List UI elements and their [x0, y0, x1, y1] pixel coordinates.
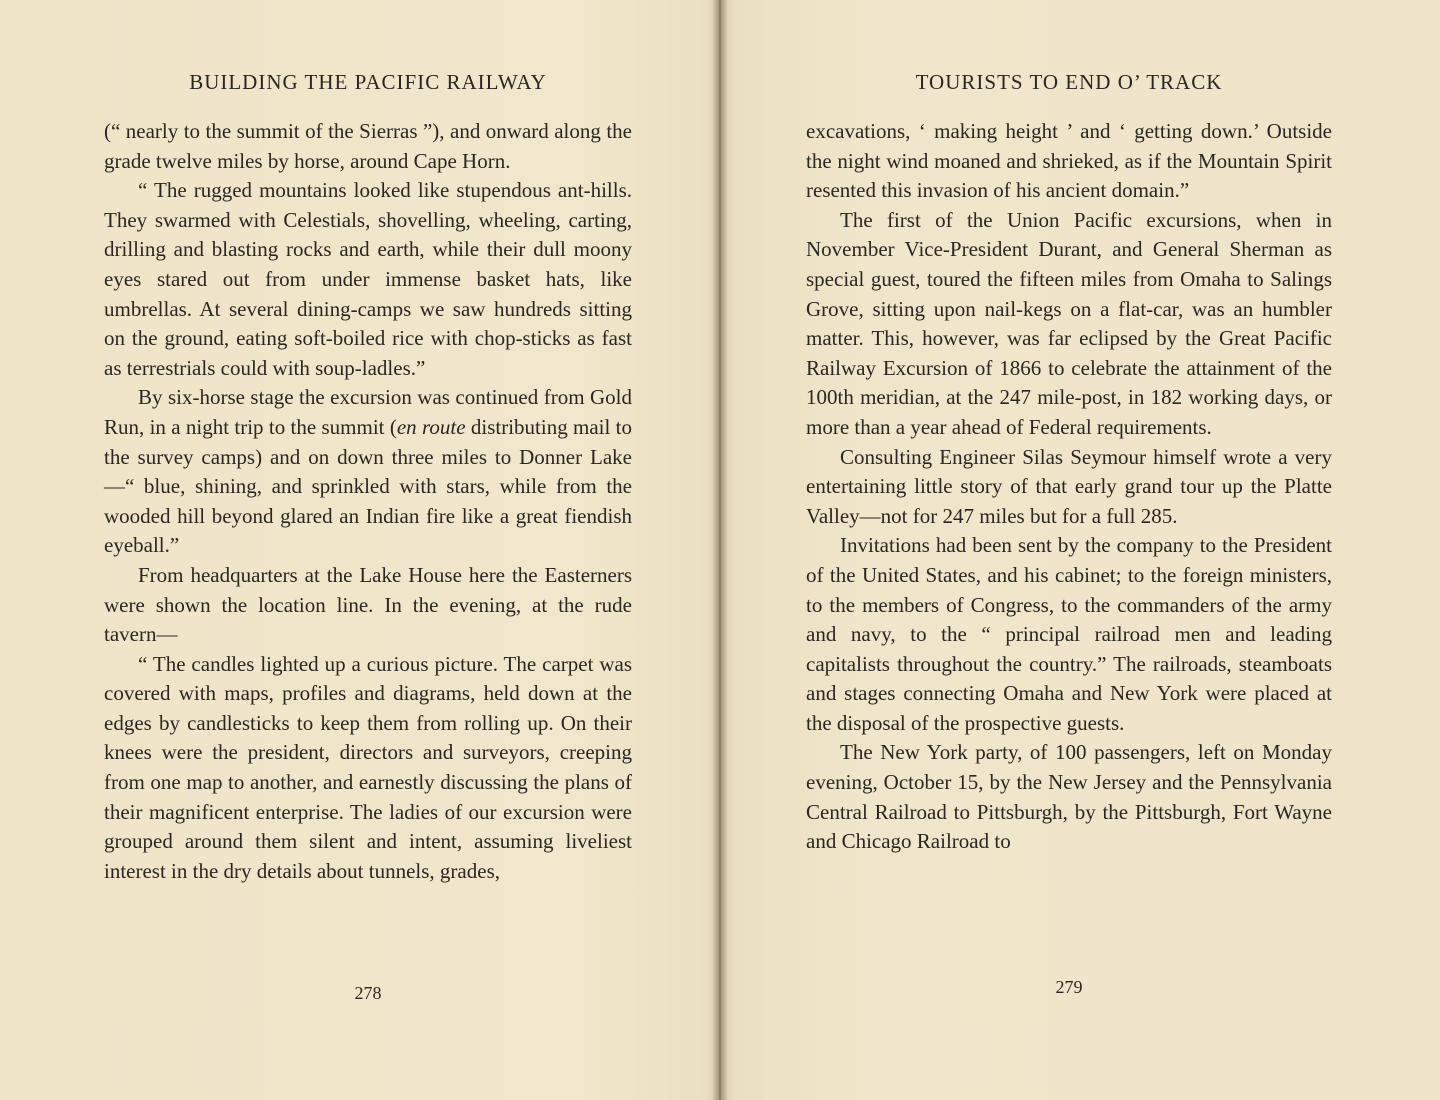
- left-paragraph-1: (“ nearly to the summit of the Sierras ”), and onward along the grade twelve miles by horse, around Cape Horn.: [104, 119, 632, 173]
- right-body-text: [806, 117, 1332, 857]
- left-paragraph-3-part-1: By six-horse stage the excursion was continued from Gold Run, in a night trip to the summit (: [104, 385, 632, 439]
- left-paragraph-3-italic: en route: [396, 414, 466, 439]
- right-paragraph-5: The New York party, of 100 passengers, left on Monday evening, October 15, by the New Jersey and the Pennsylvania Central Railroad to Pittsburgh, by the Pittsburgh, Fort Wayne and Chicago Railroad to: [806, 740, 1332, 854]
- left-paragraph-5: “ The candles lighted up a curious picture. The carpet was covered with maps, profiles and diagrams, held down at the edges by candlesticks to keep them from rolling up. On their knees were the president, directors and surveyors, creeping from one map to another, and earnestly discussing the plans of their magnificent enterprise. The ladies of our excursion were grouped around them silent and intent, assuming liveliest interest in the dry details about tunnels, grades,: [104, 651, 632, 883]
- left-paragraph-4: From headquarters at the Lake House here the Easterners were shown the location line. In the evening, at the rude tavern—: [104, 562, 632, 647]
- right-running-head: TOURISTS TO END O’ TRACK: [915, 70, 1223, 94]
- right-paragraph-2: The first of the Union Pacific excursions, when in November Vice-President Durant, and General Sherman as special guest, toured the fifteen miles from Omaha to Salings Grove, sitting upon nail-kegs on a flat-car, was an humbler matter. This, however, was far eclipsed by the Great Pacific Railway Excursion of 1866 to celebrate the attainment of the 100th meridian, at the 247 mile-post, in 182 working days, or more than a year ahead of Federal requirements.: [806, 207, 1332, 439]
- right-page-number: 279: [1055, 977, 1083, 997]
- left-page-number: 278: [354, 983, 382, 1003]
- right-paragraph-1: excavations, ‘ making height ’ and ‘ getting down.’ Outside the night wind moaned and shrieked, as if the Mountain Spirit resented this invasion of his ancient domain.”: [806, 119, 1332, 203]
- right-paragraph-4: Invitations had been sent by the company to the President of the United States, and his cabinet; to the foreign ministers, to the members of Congress, to the commanders of the army and navy, to the “ principal railroad men and leading capitalists throughout the country.” The railroads, steamboats and stages connecting Omaha and New York were placed at the disposal of the prospective guests.: [806, 533, 1332, 735]
- left-paragraph-3-part-2: distributing mail to the survey camps) and on down three miles to Donner Lake—“ blue, shining, and sprinkled with stars, while from the wooded hill beyond glared an Indian fire like a great fiendish eyeball.”: [104, 414, 632, 558]
- left-running-head: BUILDING THE PACIFIC RAILWAY: [189, 70, 547, 94]
- right-paragraph-3: Consulting Engineer Silas Seymour himself wrote a very entertaining little story of that early grand tour up the Platte Valley—not for 247 miles but for a full 285.: [806, 444, 1332, 528]
- left-paragraph-2: “ The rugged mountains looked like stupendous ant-hills. They swarmed with Celestials, shovelling, wheeling, carting, drilling and blasting rocks and earth, while their dull moony eyes stared out from under immense basket hats, like umbrellas. At several dining-camps we saw hundreds sitting on the ground, eating soft-boiled rice with chop-sticks as fast as terrestrials could with soup-ladles.”: [104, 178, 632, 380]
